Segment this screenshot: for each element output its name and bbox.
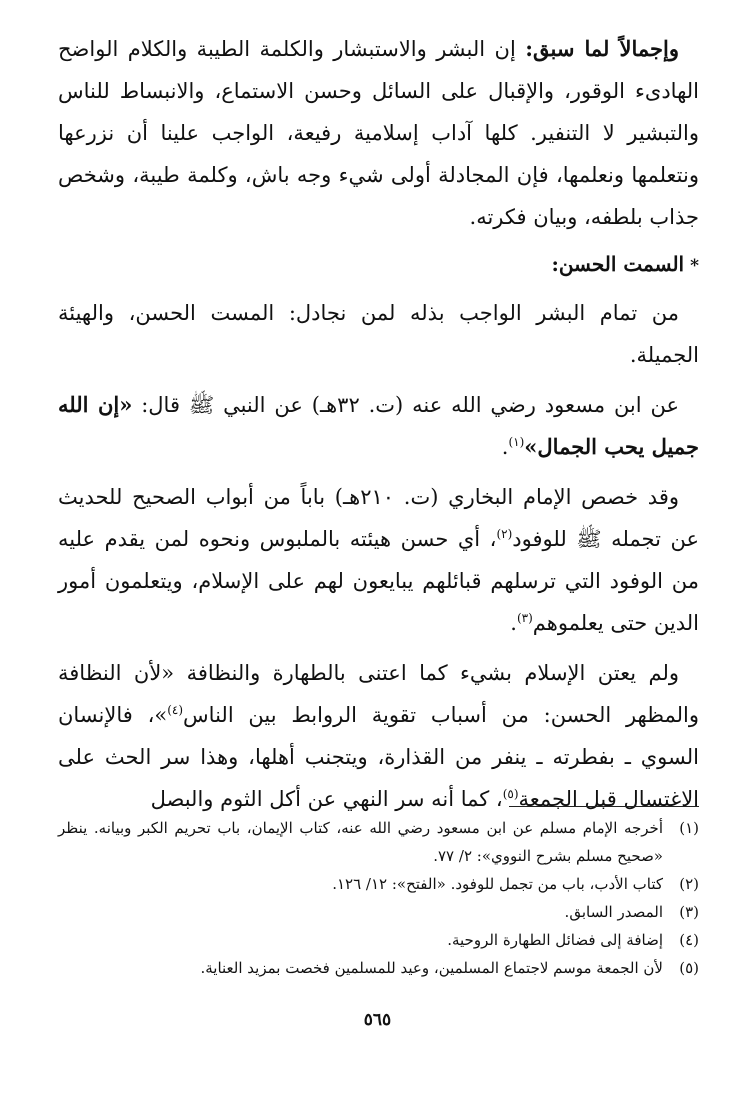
footnote-number: (٣) [679,903,699,921]
footnote-text: إضافة إلى فضائل الطهارة الروحية. [447,931,663,949]
cleanliness-text-c: ، كما أنه سر النهي عن أكل الثوم والبصل [150,787,503,811]
footnote-item [58,898,699,926]
hadith-quote: «إن الله جميل يحب الجمال» [58,392,699,459]
paragraph-appearance: من تمام البشر الواجب بذله لمن نجادل: المست الحسن، والهيئة الجميلة. [58,301,699,367]
footnote-divider [509,806,699,807]
section-heading-text: السمت الحسن: [551,252,685,276]
paragraph-hadith [58,384,699,468]
paragraph-bukhari [58,476,699,644]
footnote-item [58,814,699,870]
footnote-item [58,870,699,898]
hadith-end: . [501,435,509,459]
footnote-number: (١) [679,819,699,837]
footnote-text: لأن الجمعة موسم لاجتماع المسلمين، وعيد للمسلمين فخصت بمزيد العناية. [200,959,663,977]
page-number: ٥٦٥ [363,1010,392,1030]
footnote-ref-5[interactable]: (٥) [502,787,519,801]
footnote-ref-2[interactable]: (٢) [496,527,513,541]
footnote-ref-1[interactable]: (١) [508,435,525,449]
footnote-ref-3[interactable]: (٣) [516,611,533,625]
bukhari-text-b: ، أي حسن هيئته بالملبوس ونحوه لمن يقدم عليه من الوفود التي ترسلهم قبائلهم يبايعون لهم على الإسلام، ويتعلمون أمور الدين حتى يعلموهم [58,527,699,635]
footnote-item [58,954,699,982]
cleanliness-text-a: ولم يعتن الإسلام بشيء كما اعتنى بالطهارة والنظافة «لأن النظافة والمظهر الحسن: من أسباب تقوية الروابط بين الناس [58,661,699,727]
bukhari-text-a: وقد خصص الإمام البخاري (ت. ٢١٠هـ) باباً من أبواب الصحيح للحديث عن تجمله ﷺ للوفود [58,485,699,551]
footnote-number: (٤) [679,931,699,949]
footnote-item [58,926,699,954]
summary-lead: وإجمالاً لما سبق: [525,36,680,61]
footnote-number: (٢) [679,875,699,893]
cleanliness-text-b: »، فالإنسان السوي ـ بفطرته ـ ينفر من القذارة، ويتجنب أهلها، وهذا سر الحث على الاغتسال قبل الجمعة [58,703,699,811]
footnote-text: المصدر السابق. [564,903,663,921]
footnote-ref-4[interactable]: (٤) [167,703,184,717]
section-heading [58,246,699,284]
paragraph-cleanliness [58,652,699,820]
summary-text: إن البشر والاستبشار والكلمة الطيبة والكلام الواضح الهادىء الوقور، والإقبال على السائل وحسن الاستماع، والانبساط للناس والتبشير لا التنفير. كلها آداب إسلامية رفيعة، الواجب علينا أن نزرعها ونتعلمها ونعلمها، فإن المجادلة أولى شيء وجه باش، وكلمة طيبة، وشخص جذاب بلطفه، وبيان فكرته. [58,37,699,229]
asterisk-icon: * [690,256,699,276]
bukhari-end: . [510,611,517,635]
footnote-number: (٥) [679,959,699,977]
footnotes [58,814,699,982]
paragraph-summary [58,28,699,238]
footnote-text: كتاب الأدب، باب من تجمل للوفود. «الفتح»: ١٢/ ١٢٦. [332,875,663,893]
footnote-text: أخرجه الإمام مسلم عن ابن مسعود رضي الله عنه، كتاب الإيمان، باب تحريم الكبر وبيانه. ينظر «صحيح مسلم بشرح النووي»: ٢/ ٧٧. [58,819,663,865]
hadith-intro: عن ابن مسعود رضي الله عنه (ت. ٣٢هـ) عن النبي ﷺ قال: [132,393,679,417]
